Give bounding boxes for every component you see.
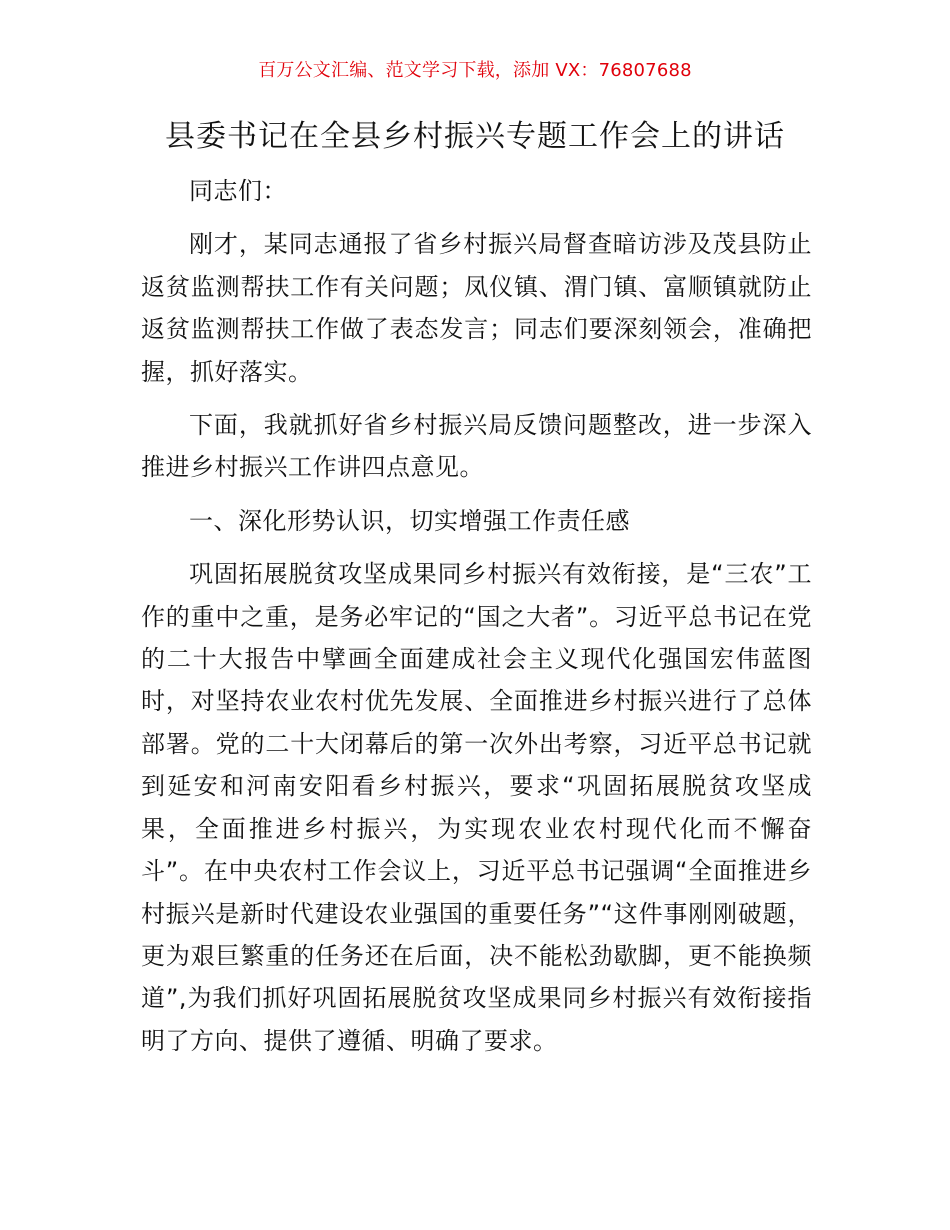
paragraph-opening: 刚才，某同志通报了省乡村振兴局督查暗访涉及茂县防止返贫监测帮扶工作有关问题；凤仪镇、渭门镇、富顺镇就防止返贫监测帮扶工作做了表态发言；同志们要深刻领会，准确把握，抓好落实。 [141, 230, 812, 386]
document-body [141, 170, 812, 1073]
section-heading: 一、深化形势认识，切实增强工作责任感 [189, 506, 630, 535]
paragraph-intro: 下面，我就抓好省乡村振兴局反馈问题整改，进一步深入推进乡村振兴工作讲四点意见。 [141, 411, 812, 482]
greeting: 同志们： [189, 177, 287, 205]
paragraph-section-one: 巩固拓展脱贫攻坚成果同乡村振兴有效衔接，是“三农”工作的重中之重，是务必牢记的“国之大者”。习近平总书记在党的二十大报告中擘画全面建成社会主义现代化强国宏伟蓝图时，对坚持农业农村优先发展、全面推进乡村振兴进行了总体部署。党的二十大闭幕后的第一次外出考察，习近平总书记就到延安和河南安阳看乡村振兴，要求“巩固拓展脱贫攻坚成果，全面推进乡村振兴，为实现农业农村现代化而不懈奋斗”。在中央农村工作会议上，习近平总书记强调“全面推进乡村振兴是新时代建设农业强国的重要任务”“这件事刚刚破题，更为艰巨繁重的任务还在后面，决不能松劲歇脚，更不能换频道”,为我们抓好巩固拓展脱贫攻坚成果同乡村振兴有效衔接指明了方向、提供了遵循、明确了要求。 [141, 560, 812, 1055]
header-banner: 百万公文汇编、范文学习下载，添加 VX：76807688 [258, 60, 692, 81]
document-title: 县委书记在全县乡村振兴专题工作会上的讲话 [165, 119, 785, 154]
